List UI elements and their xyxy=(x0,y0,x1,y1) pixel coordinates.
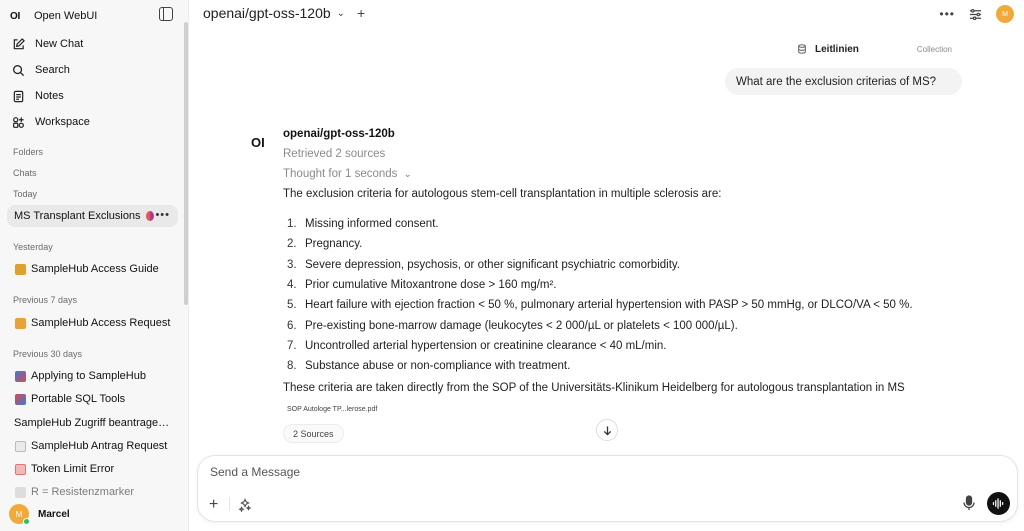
chat-item[interactable] xyxy=(7,412,178,434)
message-composer xyxy=(197,455,1018,522)
chat-title: Applying to SampleHub xyxy=(31,370,146,382)
nav-workspace[interactable] xyxy=(12,113,90,131)
sidebar xyxy=(0,0,189,531)
scroll-to-bottom-button[interactable] xyxy=(596,419,618,441)
sidebar-toggle-icon[interactable] xyxy=(159,7,173,21)
rocket-icon xyxy=(15,371,26,382)
response-conclusion: These criteria are taken directly from the SOP of the Universitäts-Klinikum Heidelberg for autologous transplantation in MS xyxy=(283,382,905,394)
collection-type: Collection xyxy=(916,44,952,54)
folder-icon xyxy=(15,318,26,329)
message-input[interactable] xyxy=(210,465,930,479)
list-number: 1. xyxy=(287,218,297,231)
controls-icon[interactable] xyxy=(969,8,982,21)
edit-icon xyxy=(12,38,25,51)
user-menu[interactable] xyxy=(9,504,70,524)
nav-label: Notes xyxy=(35,90,64,102)
chat-item-active[interactable] xyxy=(7,205,178,227)
top-actions xyxy=(939,5,1014,23)
warning-icon xyxy=(15,487,26,498)
list-text: Severe depression, psychosis, or other significant psychiatric comorbidity. xyxy=(305,258,680,271)
avatar-initial: M xyxy=(1002,10,1008,18)
calendar-icon xyxy=(15,464,26,475)
folders-label[interactable]: Folders xyxy=(13,147,44,157)
brand[interactable] xyxy=(10,6,97,26)
voice-mode-button[interactable] xyxy=(987,492,1010,515)
citation-chip[interactable]: SOP Autologe TP...lerose.pdf xyxy=(287,406,378,413)
list-text: Substance abuse or non-compliance with treatment. xyxy=(305,360,571,373)
nav-label: New Chat xyxy=(35,38,84,50)
chat-item[interactable] xyxy=(7,458,178,480)
chats-label[interactable]: Chats xyxy=(13,168,37,178)
list-item xyxy=(287,295,913,315)
lock-icon xyxy=(15,264,26,275)
list-item xyxy=(287,234,913,254)
chat-item[interactable] xyxy=(7,435,178,457)
list-item xyxy=(287,336,913,356)
thought-toggle[interactable] xyxy=(283,168,412,180)
list-text: Uncontrolled arterial hypertension or creatinine clearance < 40 mL/min. xyxy=(305,339,667,352)
user-avatar[interactable] xyxy=(996,5,1014,23)
waveform-icon xyxy=(992,498,1005,509)
search-icon xyxy=(12,64,25,77)
list-item xyxy=(287,315,913,335)
list-number: 8. xyxy=(287,360,297,373)
avatar-initial: M xyxy=(15,509,23,519)
chat-title: SampleHub Zugriff beantrage… xyxy=(14,417,170,429)
group-label-previous-7-days: Previous 7 days xyxy=(13,295,78,305)
online-status-dot xyxy=(23,518,30,525)
chevron-down-icon: ⌄ xyxy=(403,168,412,180)
retrieved-sources-status[interactable]: Retrieved 2 sources xyxy=(283,148,386,160)
add-attachment-icon[interactable]: + xyxy=(209,496,219,513)
tools-icon[interactable] xyxy=(238,498,252,512)
chat-item[interactable] xyxy=(7,481,178,503)
avatar xyxy=(9,504,29,524)
chat-title: R = Resistenzmarker xyxy=(31,486,135,498)
sources-button[interactable]: 2 Sources xyxy=(283,424,344,443)
list-number: 3. xyxy=(287,258,297,271)
chat-item[interactable] xyxy=(7,388,178,410)
thought-label: Thought for 1 seconds xyxy=(283,168,398,180)
app-title: Open WebUI xyxy=(33,10,98,22)
list-number: 7. xyxy=(287,339,297,352)
group-label-yesterday: Yesterday xyxy=(13,242,53,252)
list-item xyxy=(287,214,913,234)
chat-item[interactable] xyxy=(7,365,178,387)
list-number: 5. xyxy=(287,299,297,312)
more-options-icon[interactable]: ••• xyxy=(155,209,170,221)
arrow-down-icon xyxy=(602,425,613,436)
chat-title: Portable SQL Tools xyxy=(31,393,126,405)
nav-notes[interactable] xyxy=(12,87,64,105)
chat-title: MS Transplant Exclusions xyxy=(14,210,141,222)
collection-name: Leitlinien xyxy=(815,43,859,55)
chat-item[interactable] xyxy=(7,258,178,280)
collection-chip[interactable] xyxy=(789,39,962,59)
list-item xyxy=(287,356,913,376)
chat-title: SampleHub Access Guide xyxy=(31,263,159,275)
nav-label: Workspace xyxy=(35,116,90,128)
list-number: 6. xyxy=(287,319,297,332)
group-label-previous-30-days: Previous 30 days xyxy=(13,349,83,359)
list-number: 2. xyxy=(287,238,297,251)
nav-label: Search xyxy=(35,64,70,76)
brain-icon xyxy=(146,211,154,221)
criteria-list xyxy=(287,214,913,376)
chevron-down-icon: ⌄ xyxy=(336,7,346,19)
list-number: 4. xyxy=(287,279,297,292)
user-message: What are the exclusion criterias of MS? xyxy=(725,68,962,95)
list-text: Pre-existing bone-marrow damage (leukocytes < 2 000/µL or platelets < 100 000/µL). xyxy=(305,319,738,332)
chat-title: SampleHub Antrag Request xyxy=(31,440,168,452)
list-text: Prior cumulative Mitoxantrone dose > 160 mg/m². xyxy=(305,279,557,292)
chat-title: Token Limit Error xyxy=(31,463,115,475)
workspace-icon xyxy=(12,116,25,129)
model-name: openai/gpt-oss-120b xyxy=(203,5,331,21)
microphone-icon[interactable] xyxy=(962,495,976,511)
assistant-avatar: OI xyxy=(251,135,265,150)
assistant-name: openai/gpt-oss-120b xyxy=(283,128,395,140)
document-icon xyxy=(15,441,26,452)
chat-item[interactable] xyxy=(7,312,178,334)
list-text: Missing informed consent. xyxy=(305,218,439,231)
chat-title: SampleHub Access Request xyxy=(31,317,171,329)
sidebar-scrollbar[interactable] xyxy=(184,22,188,305)
user-name: Marcel xyxy=(38,508,70,520)
rocket-icon xyxy=(15,394,26,405)
divider xyxy=(229,497,230,511)
more-options-icon[interactable]: ••• xyxy=(939,7,955,21)
list-item xyxy=(287,255,913,275)
list-text: Pregnancy. xyxy=(305,238,363,251)
app-logo: OI xyxy=(10,10,20,22)
add-model-icon[interactable]: + xyxy=(357,5,366,21)
list-item xyxy=(287,275,913,295)
database-icon xyxy=(797,44,807,54)
response-intro: The exclusion criteria for autologous stem-cell transplantation in multiple sclerosis are: xyxy=(283,188,722,200)
group-label-today: Today xyxy=(13,189,38,199)
model-selector[interactable] xyxy=(203,5,365,21)
list-text: Heart failure with ejection fraction < 50 %, pulmonary arterial hypertension with PASP > 50 mmHg, or DLCO/VA < 50 %. xyxy=(305,299,913,312)
nav-new-chat[interactable] xyxy=(12,35,83,53)
notes-icon xyxy=(12,90,25,103)
nav-search[interactable] xyxy=(12,61,70,79)
